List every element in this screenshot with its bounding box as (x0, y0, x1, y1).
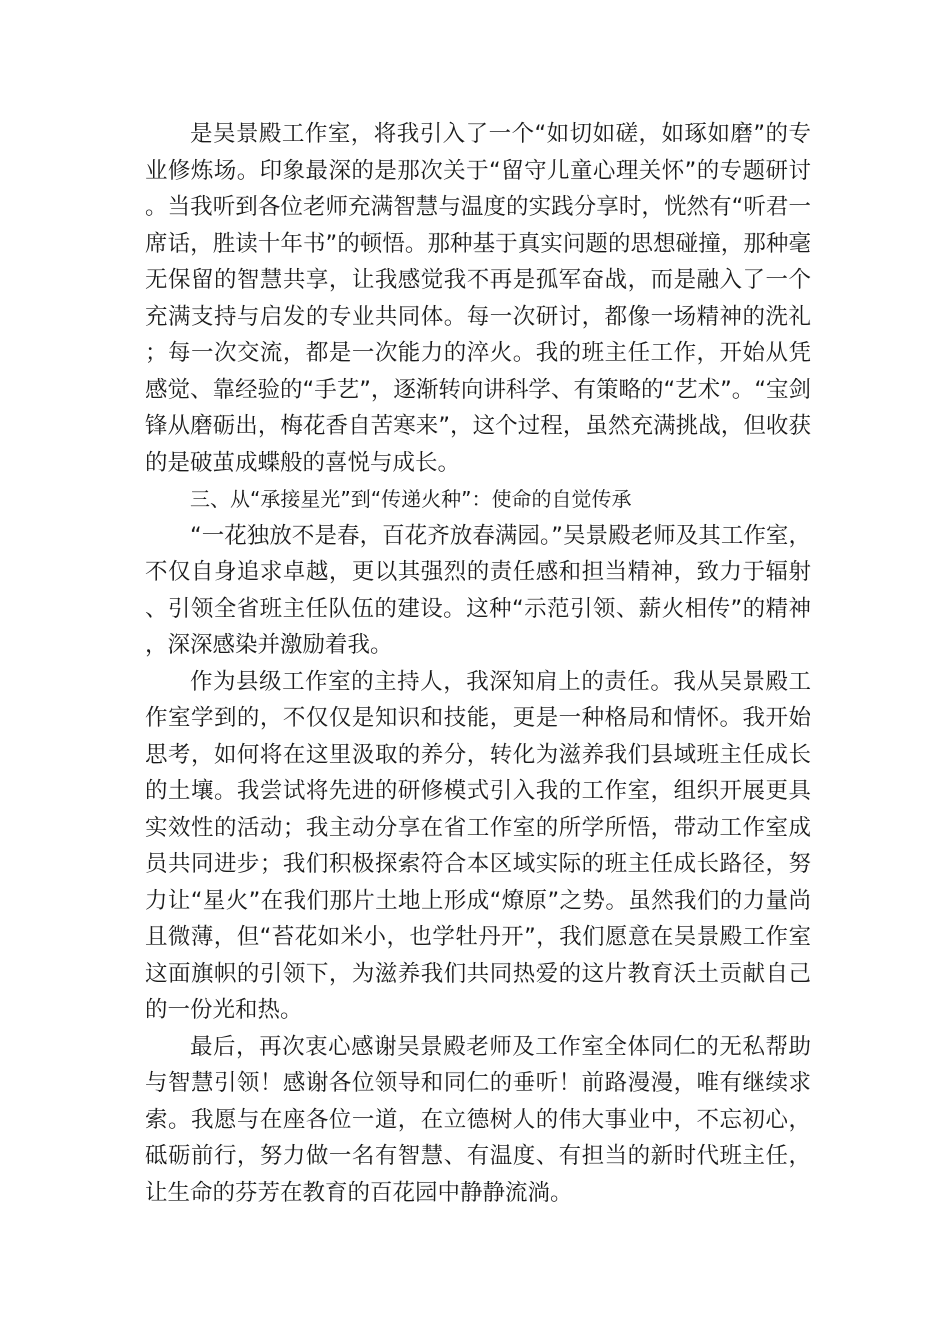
paragraph-workshop-experience: 是吴景殿工作室，将我引入了一个“如切如磋，如琢如磨”的专业修炼场。印象最深的是那次关于“留守儿童心理关怀”的专题研讨。当我听到各位老师充满智慧与温度的实践分享时，恍然有“听君一席话，胜读十年书”的顿悟。那种基于真实问题的思想碰撞，那种毫无保留的智慧共享，让我感觉我不再是孤军奋战，而是融入了一个充满支持与启发的专业共同体。每一次研讨，都像一场精神的洗礼；每一次交流，都是一次能力的淬火。我的班主任工作，开始从凭感觉、靠经验的“手艺”，逐渐转向讲科学、有策略的“艺术”。“宝剑锋从磨砺出，梅花香自苦寒来”，这个过程，虽然充满挑战，但收获的是破茧成蝶般的喜悦与成长。 (145, 121, 811, 476)
paragraph-mission-intro: “一花独放不是春，百花齐放春满园。”吴景殿老师及其工作室，不仅自身追求卓越，更以其强烈的责任感和担当精神，致力于辐射、引领全省班主任队伍的建设。这种“示范引领、薪火相传”的精神，深深感染并激励着我。 (145, 522, 811, 658)
paragraph-county-studio: 作为县级工作室的主持人，我深知肩上的责任。我从吴景殿工作室学到的，不仅仅是知识和技能，更是一种格局和情怀。我开始思考，如何将在这里汲取的养分，转化为滋养我们县域班主任成长的土壤。我尝试将先进的研修模式引入我的工作室，组织开展更具实效性的活动；我主动分享在省工作室的所学所悟，带动工作室成员共同进步；我们积极探索符合本区域实际的班主任成长路径，努力让“星火”在我们那片土地上形成“燎原”之势。虽然我们的力量尚且微薄，但“苔花如米小，也学牡丹开”，我们愿意在吴景殿工作室这面旗帜的引领下，为滋养我们共同热爱的这片教育沃土贡献自己的一份光和热。 (145, 668, 811, 1023)
section-heading-three: 三、从“承接星光”到“传递火种”：使命的自觉传承 (190, 487, 632, 511)
paragraph-closing-thanks: 最后，再次衷心感谢吴景殿老师及工作室全体同仁的无私帮助与智慧引领！感谢各位领导和同仁的垂听！前路漫漫，唯有继续求索。我愿与在座各位一道，在立德树人的伟大事业中，不忘初心，砥砺前行，努力做一名有智慧、有温度、有担当的新时代班主任，让生命的芬芳在教育的百花园中静静流淌。 (145, 1033, 811, 1206)
document-body (145, 116, 811, 1211)
